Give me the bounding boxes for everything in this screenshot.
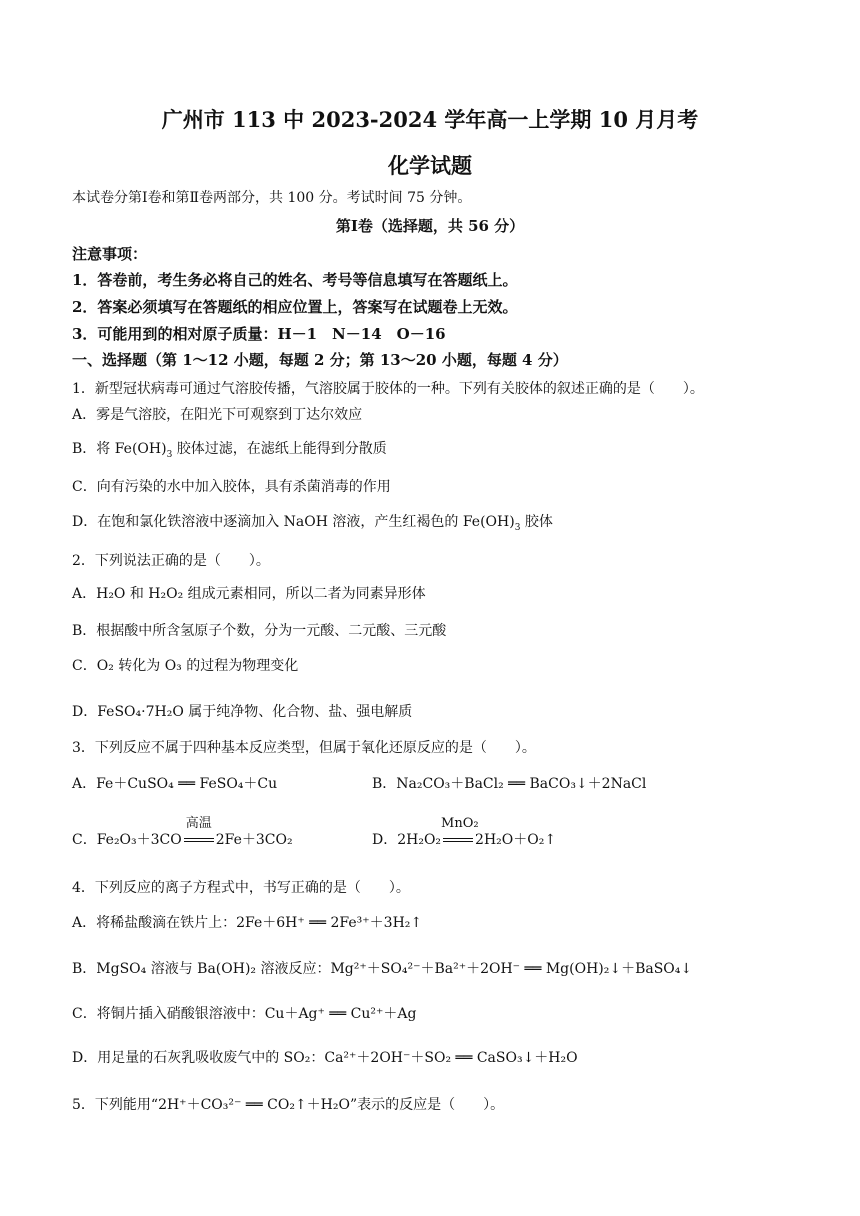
q1-stem: 1．新型冠状病毒可通过气溶胶传播，气溶胶属于胶体的一种。下列有关胶体的叙述正确的是（ ）。 [72, 381, 704, 397]
q2-option-d: D．FeSO₄·7H₂O 属于纯净物、化合物、盐、强电解质 [72, 704, 413, 720]
q3-d-condition: MnO₂ [441, 816, 479, 831]
q2-option-c: C．O₂ 转化为 O₃ 的过程为物理变化 [72, 658, 299, 674]
q1-option-d: D．在饱和氯化铁溶液中逐滴加入 NaOH 溶液，产生红褐色的 $Fe(OH)_3$ 胶体 [72, 514, 553, 533]
notice-item-1: 1．答卷前，考生务必将自己的姓名、考号等信息填写在答题纸上。 [72, 271, 518, 289]
section1-heading: 一、选择题（第 1～12 小题，每题 2 分；第 13～20 小题，每题 4 分） [72, 351, 568, 369]
q1-option-b: B．将 $Fe(OH)_3$ 胶体过滤，在滤纸上能得到分散质 [72, 441, 387, 460]
q2-option-a: A．H₂O 和 H₂O₂ 组成元素相同，所以二者为同素异形体 [72, 586, 426, 602]
q4-stem: 4．下列反应的离子方程式中，书写正确的是（ ）。 [72, 880, 410, 896]
exam-title: 广州市 113 中 2023-2024 学年高一上学期 10 月月考 [161, 107, 699, 132]
q2-stem: 2．下列说法正确的是（ ）。 [72, 553, 270, 569]
q5-stem: 5．下列能用“2H⁺＋CO₃²⁻ ══ CO₂↑＋H₂O”表示的反应是（ ）。 [72, 1097, 505, 1113]
q4-option-d: D．用足量的石灰乳吸收废气中的 SO₂：Ca²⁺＋2OH⁻＋SO₂ ══ CaSO₃↓＋H₂O [72, 1050, 578, 1066]
exam-subtitle: 化学试题 [388, 153, 472, 178]
q2-option-b: B．根据酸中所含氢原子个数，分为一元酸、二元酸、三元酸 [72, 623, 447, 639]
q3-option-d: D．2H₂O₂ MnO₂ 2H₂O＋O₂↑ [372, 816, 557, 848]
notice-item-3: 3．可能用到的相对原子质量：H－1 N－14 O－16 [72, 325, 446, 343]
q4-option-a: A．将稀盐酸滴在铁片上：2Fe＋6H⁺ ══ 2Fe³⁺＋3H₂↑ [72, 915, 423, 931]
q3-stem: 3．下列反应不属于四种基本反应类型，但属于氧化还原反应的是（ ）。 [72, 740, 536, 756]
q3-option-c: C．Fe₂O₃＋3CO 高温 2Fe＋3CO₂ [72, 816, 293, 848]
q3-option-b: B．Na₂CO₃＋BaCl₂ ══ BaCO₃↓＋2NaCl [372, 776, 647, 792]
part1-heading: 第Ⅰ卷（选择题，共 56 分） [335, 217, 525, 235]
q3-option-a: A．Fe＋CuSO₄ ══ FeSO₄＋Cu [72, 776, 278, 792]
q3-c-condition: 高温 [185, 816, 212, 831]
q4-option-b: B．MgSO₄ 溶液与 Ba(OH)₂ 溶液反应：Mg²⁺＋SO₄²⁻＋Ba²⁺＋2OH⁻ ══ Mg(OH)₂↓＋BaSO₄↓ [72, 961, 693, 977]
notice-heading: 注意事项： [72, 245, 148, 263]
intro-text: 本试卷分第Ⅰ卷和第Ⅱ卷两部分，共 100 分。考试时间 75 分钟。 [72, 190, 472, 206]
q1-option-a: A．雾是气溶胶，在阳光下可观察到丁达尔效应 [72, 407, 363, 423]
q4-option-c: C．将铜片插入硝酸银溶液中：Cu＋Ag⁺ ══ Cu²⁺＋Ag [72, 1006, 417, 1022]
notice-item-2: 2．答案必须填写在答题纸的相应位置上，答案写在试题卷上无效。 [72, 298, 518, 316]
q1-option-c: C．向有污染的水中加入胶体，具有杀菌消毒的作用 [72, 479, 391, 495]
